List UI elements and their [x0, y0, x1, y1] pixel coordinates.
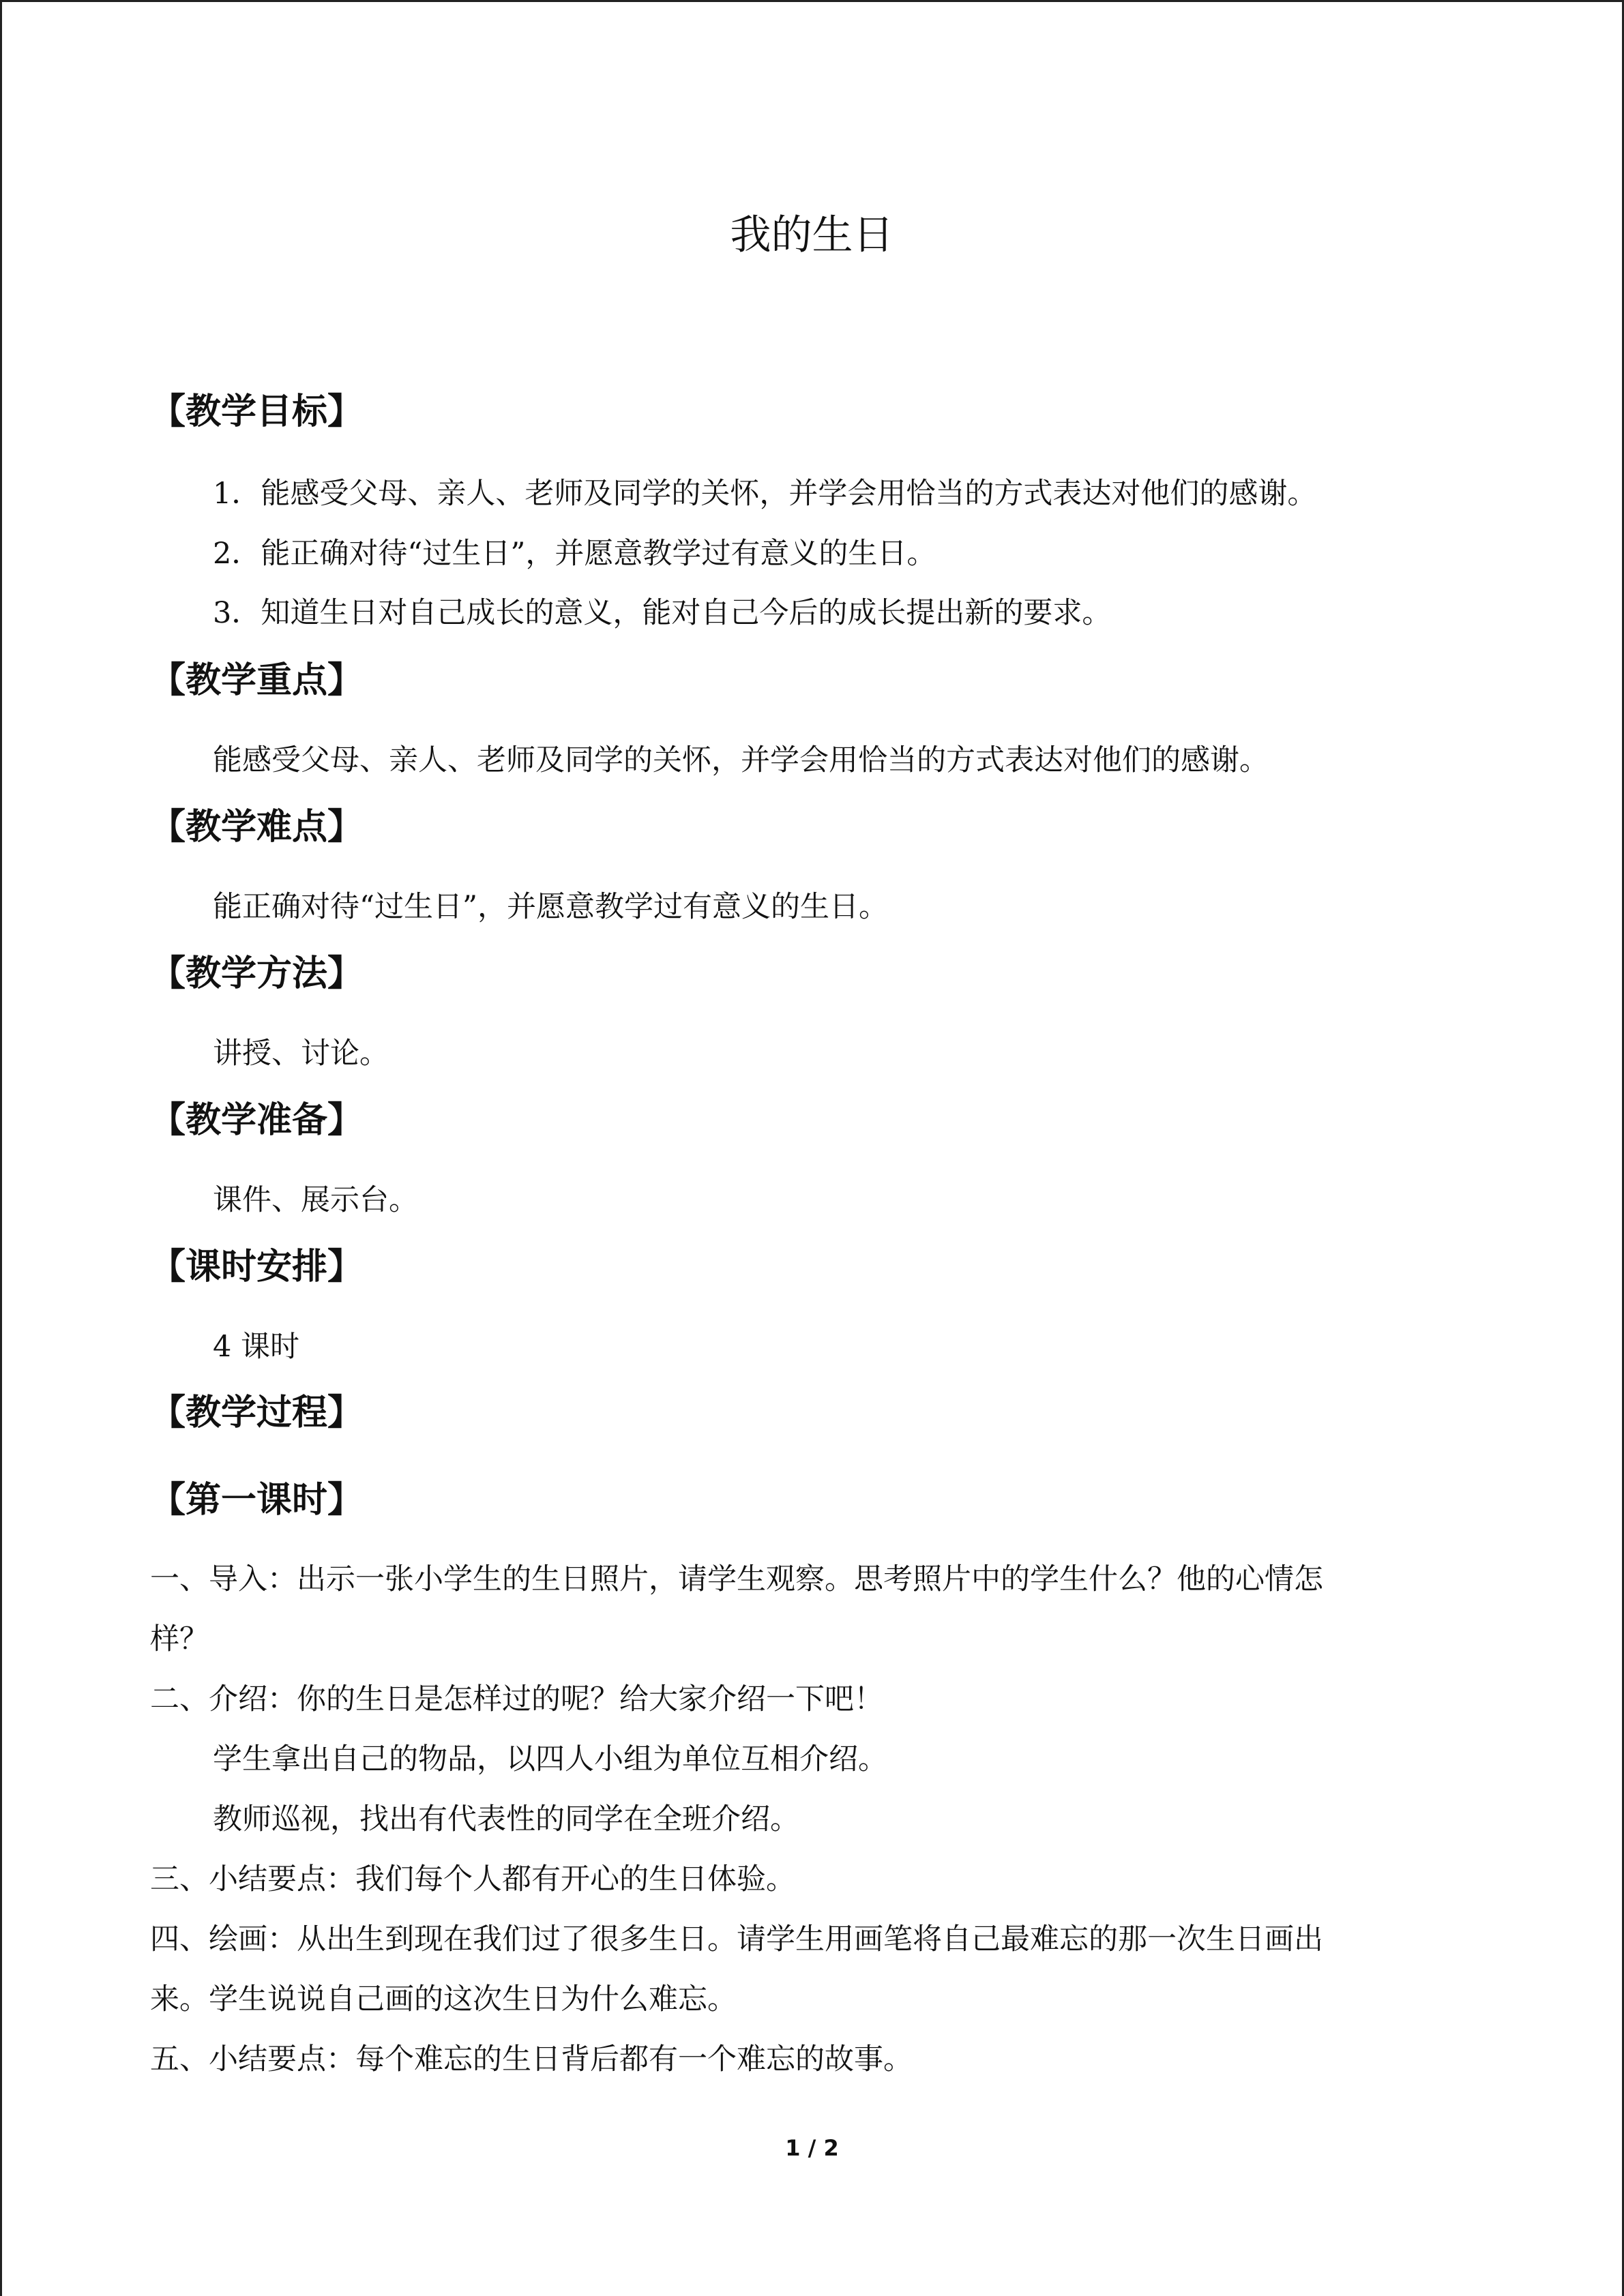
methods-text: 讲授、讨论。	[213, 1037, 389, 1071]
heading-difficulties: 【教学难点】	[150, 807, 364, 848]
heading-schedule: 【课时安排】	[150, 1247, 364, 1287]
difficulties-text: 能正确对待“过生日”，并愿意教学过有意义的生日。	[213, 890, 888, 924]
schedule-text: 4 课时	[213, 1330, 300, 1364]
lesson1-line: 五、小结要点：每个难忘的生日背后都有一个难忘的故事。	[150, 2042, 913, 2076]
objective-item-1: 1．能感受父母、亲人、老师及同学的关怀，并学会用恰当的方式表达对他们的感谢。	[213, 477, 1317, 511]
page-number: 1 / 2	[785, 2135, 839, 2161]
heading-key-points: 【教学重点】	[150, 660, 364, 701]
heading-lesson-1: 【第一课时】	[150, 1480, 364, 1521]
objective-item-3: 3．知道生日对自己成长的意义，能对自己今后的成长提出新的要求。	[213, 596, 1112, 630]
lesson1-line: 三、小结要点：我们每个人都有开心的生日体验。	[150, 1862, 795, 1896]
preparation-text: 课件、展示台。	[213, 1183, 418, 1217]
document-title: 我的生日	[730, 211, 894, 259]
page-border-left	[0, 0, 2, 2296]
heading-objectives: 【教学目标】	[150, 391, 364, 432]
heading-methods: 【教学方法】	[150, 953, 364, 994]
key-points-text: 能感受父母、亲人、老师及同学的关怀，并学会用恰当的方式表达对他们的感谢。	[213, 743, 1269, 777]
lesson1-line: 二、介绍：你的生日是怎样过的呢？给大家介绍一下吧！	[150, 1682, 883, 1716]
heading-process: 【教学过程】	[150, 1392, 364, 1433]
lesson1-line: 一、导入：出示一张小学生的生日照片，请学生观察。思考照片中的学生什么？他的心情怎	[150, 1562, 1323, 1596]
lesson1-line: 来。学生说说自己画的这次生日为什么难忘。	[150, 1982, 737, 2016]
lesson1-line: 样？	[150, 1622, 209, 1656]
heading-preparation: 【教学准备】	[150, 1100, 364, 1141]
lesson1-line: 学生拿出自己的物品，以四人小组为单位互相介绍。	[213, 1742, 887, 1776]
objective-item-2: 2．能正确对待“过生日”，并愿意教学过有意义的生日。	[213, 537, 936, 571]
page-border-top	[0, 0, 1624, 2]
lesson1-line: 教师巡视，找出有代表性的同学在全班介绍。	[213, 1802, 799, 1836]
lesson1-line: 四、绘画：从出生到现在我们过了很多生日。请学生用画笔将自己最难忘的那一次生日画出	[150, 1922, 1323, 1956]
